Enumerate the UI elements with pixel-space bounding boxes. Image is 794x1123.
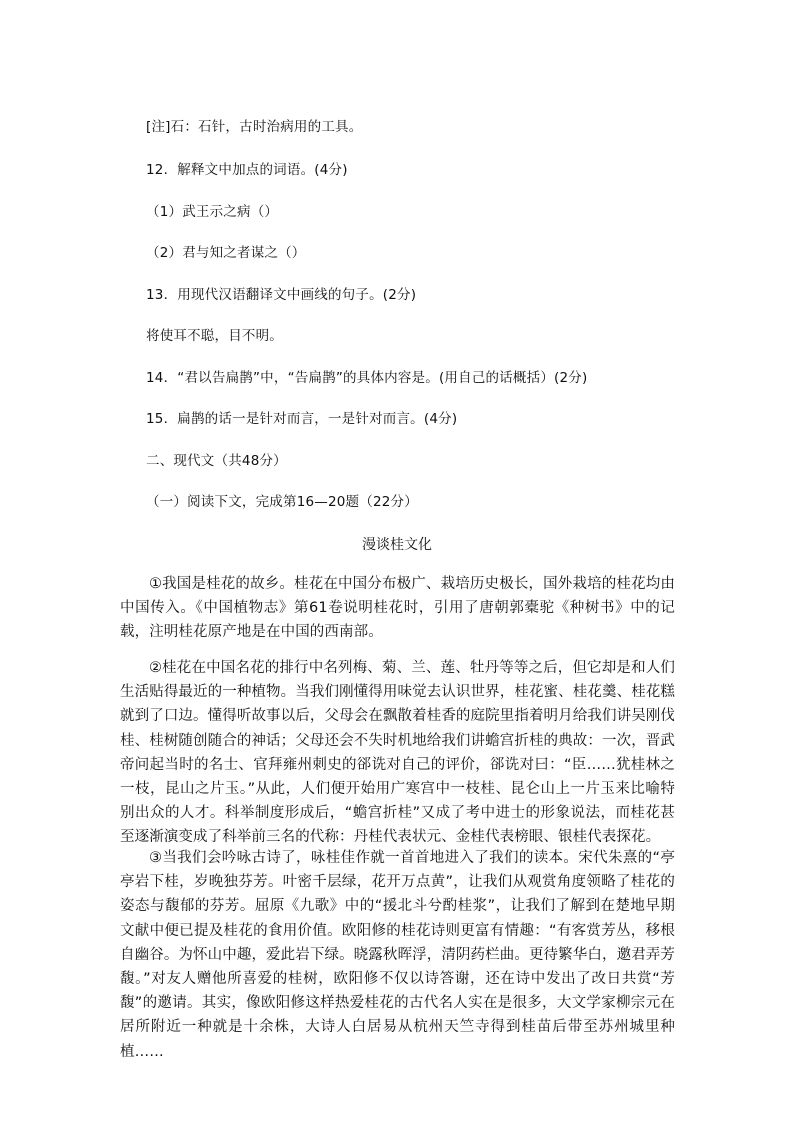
article-paragraph-3: ③当我们会吟咏古诗了，咏桂佳作就一首首地进入了我们的读本。宋代朱熹的“亭亭岩下桂，岁晚独芬芳。叶密千层绿，花开万点黄”，让我们从观赏角度领略了桂花的姿态与馥郁的芬芳。屈原《九歌》中的“援北斗兮酌桂浆”，让我们了解到在楚地早期文献中便已提及桂花的食用价值。欧阳修的桂花诗则更富有情趣：“有客赏芳丛，移根自幽谷。为怀山中趣，爱此岩下绿。晓露秋晖浮，清阴药栏曲。更待繁华白，邀君弄芳馥。”对友人赠他所喜爱的桂树，欧阳修不仅以诗答谢，还在诗中发出了改日共赏“芳馥”的邀请。其实，像欧阳修这样热爱桂花的古代名人实在是很多，大文学家柳宗元在居所附近一种就是十余株，大诗人白居易从杭州天竺寺得到桂苗后带至苏州城里种植…… [120,850,675,1060]
note-line: [注]石：石针，古时治病用的工具。 [146,119,363,135]
section-heading: 二、现代文（共48分） [146,453,287,469]
article-title: 漫谈桂文化 [362,537,432,553]
question-12-item-1: （1）武王示之病（） [146,204,279,220]
article-paragraph-2: ②桂花在中国名花的排行中名列梅、菊、兰、莲、牡丹等等之后，但它却是和人们生活贴得最近的一种植物。当我们刚懂得用味觉去认识世界，桂花蜜、桂花羹、桂花糕就到了口边。懂得听故事以后，父母会在飘散着桂香的庭院里指着明月给我们讲吴刚伐桂、桂树随创随合的神话；父母还会不失时机地给我们讲蟾宫折桂的典故：一次，晋武帝问起当时的名士、官拜雍州刺史的郤诜对自己的评价，郤诜对曰：“臣……犹桂林之一枝，昆山之片玉。”从此，人们便开始用广寒宫中一枝桂、昆仑山上一片玉来比喻特别出众的人才。科举制度形成后，“蟾宫折桂”又成了考中进士的形象说法，而桂花甚至逐渐演变成了科举前三名的代称：丹桂代表状元、金桂代表榜眼、银桂代表探花。 [120,660,675,846]
question-12: 12．解释文中加点的词语。(4分) [146,162,348,178]
article-paragraph-1: ①我国是桂花的故乡。桂花在中国分布极广、栽培历史极长，国外栽培的桂花均由中国传入。《中国植物志》第61卷说明桂花时，引用了唐朝郭橐驼《种树书》中的记载，注明桂花原产地是在中国的西南部。 [120,576,675,641]
section-sub-heading: （一）阅读下文，完成第16—20题（22分） [146,494,418,510]
question-13: 13．用现代汉语翻译文中画线的句子。(2分) [146,287,417,303]
question-14: 14．“君以告扁鹊”中，“告扁鹊”的具体内容是。(用自己的话概括）(2分) [146,370,588,386]
question-15: 15．扁鹊的话一是针对而言，一是针对而言。(4分) [146,411,458,427]
question-12-item-2: （2）君与知之者谋之（） [146,245,306,261]
question-13-sentence: 将使耳不聪，目不明。 [146,328,283,344]
